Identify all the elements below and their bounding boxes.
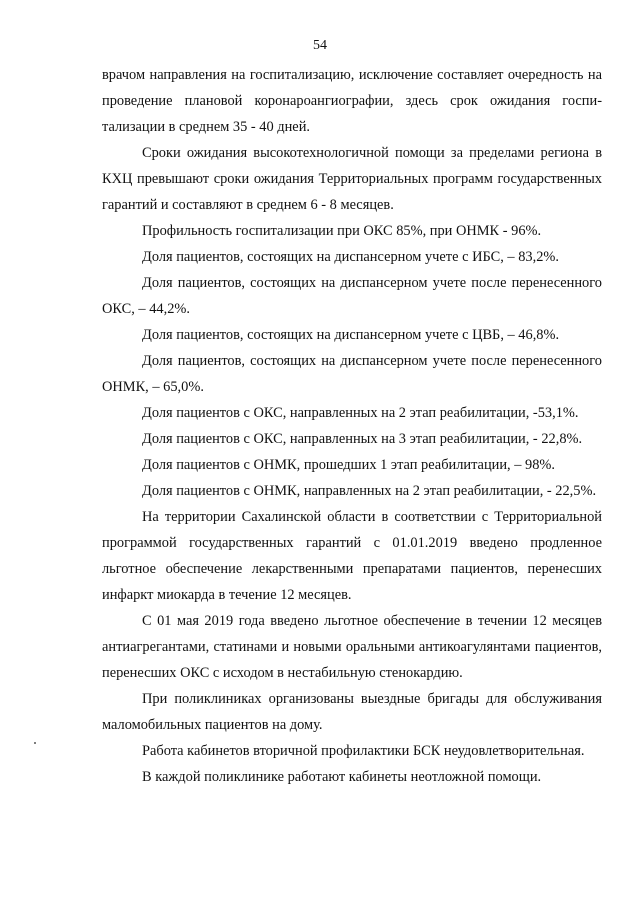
paragraph-onmk-rehab-stage-1: Доля пациентов с ОНМК, прошедших 1 этап реабилитации, – 98%.	[142, 457, 556, 473]
paragraph-sakhalin-program: На территории Сахалинской области в соответствии с Территориальной программой государственных гарантий с 01.01.2019 введено продленное льготное обеспечение лекарственными препаратами пациентов, перенесших инфаркт миокарда в течение 12 месяцев.	[102, 509, 602, 603]
page-body	[102, 62, 602, 790]
paragraph-onmk-dispensary: Доля пациентов, состоящих на диспансерном учете после перенесенного ОНМК, – 65,0%.	[102, 353, 602, 395]
scan-speck	[34, 742, 36, 744]
paragraph-high-tech-wait: Сроки ожидания высокотехнологичной помощи за пределами региона в КХЦ превышают сроки ожидания Территориальных программ государственных гарантий и составляют в среднем 6 - 8 месяцев.	[102, 145, 602, 213]
paragraph-oks-dispensary: Доля пациентов, состоящих на диспансерном учете после перенесенного ОКС, – 44,2%.	[102, 275, 602, 317]
paragraph-hospitalization-wait: врачом направления на госпитализацию, исключение составляет очередность на проведение плановой коронароангиографии, здесь срок ожидания госпитализации в среднем 35 - 40 дней.	[102, 67, 602, 135]
page-number: 54	[313, 38, 327, 53]
paragraph-onmk-rehab-stage-2: Доля пациентов с ОНМК, направленных на 2 этап реабилитации, - 22,5%.	[142, 483, 597, 499]
paragraph-oks-rehab-stage-3: Доля пациентов с ОКС, направленных на 3 этап реабилитации, - 22,8%.	[142, 431, 583, 447]
paragraph-mobile-teams: При поликлиниках организованы выездные бригады для обслуживания маломобильных пациентов на дому.	[102, 691, 602, 733]
paragraph-may-2019-provision: С 01 мая 2019 года введено льготное обеспечение в течении 12 месяцев антиагрегантами, статинами и новыми оральными антикоагулянтами пациентов, перенесших ОКС с исходом в нестабильную стенокардию.	[102, 613, 602, 681]
paragraph-cvd-dispensary: Доля пациентов, состоящих на диспансерном учете с ЦВБ, – 46,8%.	[142, 327, 560, 343]
paragraph-emergency-rooms: В каждой поликлинике работают кабинеты неотложной помощи.	[142, 769, 542, 785]
paragraph-profile-hospitalization: Профильность госпитализации при ОКС 85%, при ОНМК - 96%.	[142, 223, 542, 239]
paragraph-oks-rehab-stage-2: Доля пациентов с ОКС, направленных на 2 этап реабилитации, -53,1%.	[142, 405, 579, 421]
paragraph-secondary-prevention: Работа кабинетов вторичной профилактики БСК неудовлетворительная.	[142, 743, 585, 759]
paragraph-ibs-dispensary: Доля пациентов, состоящих на диспансерном учете с ИБС, – 83,2%.	[142, 249, 559, 265]
